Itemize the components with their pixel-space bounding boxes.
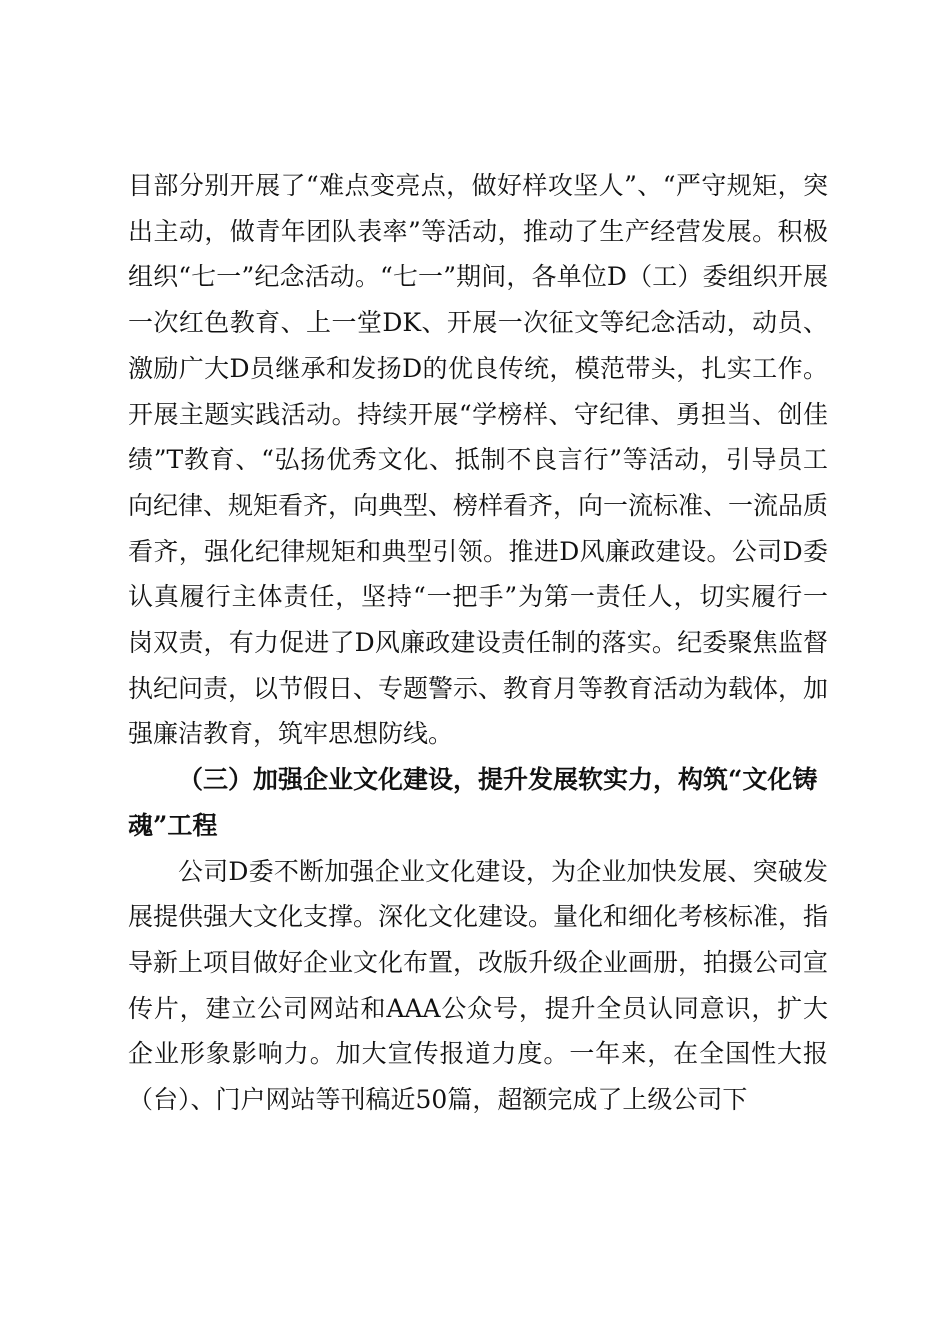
body-paragraph-continued: 目部分别开展了“难点变亮点，做好样攻坚人”、“严守规矩，突出主动，做青年团队表率”等活动，推动了生产经营发展。积极组织“七一”纪念活动。“七一”期间，各单位D（工）委组织开展一次红色教育、上一堂DK、开展一次征文等纪念活动，动员、激励广大D员继承和发扬D的优良传统，模范带头，扎实工作。开展主题实践活动。持续开展“学榜样、守纪律、勇担当、创佳绩”T教育、“弘扬优秀文化、抵制不良言行”等活动，引导员工向纪律、规矩看齐，向典型、榜样看齐，向一流标准、一流品质看齐，强化纪律规矩和典型引领。推进D风廉政建设。公司D委认真履行主体责任，坚持“一把手”为第一责任人，切实履行一岗双责，有力促进了D风廉政建设责任制的落实。纪委聚焦监督执纪问责，以节假日、专题警示、教育月等教育活动为载体，加强廉洁教育，筑牢思想防线。	[128, 171, 829, 749]
document-body	[128, 163, 828, 1123]
body-paragraph: 公司D委不断加强企业文化建设，为企业加快发展、突破发展提供强大文化支撑。深化文化建设。量化和细化考核标准，指导新上项目做好企业文化布置，改版升级企业画册，拍摄公司宣传片，建立公司网站和AAA公众号，提升全员认同意识，扩大企业形象影响力。加大宣传报道力度。一年来，在全国性大报（台）、门户网站等刊稿近50篇，超额完成了上级公司下	[128, 856, 829, 1115]
section-heading: （三）加强企业文化建设，提升发展软实力，构筑“文化铸魂”工程	[128, 765, 818, 840]
